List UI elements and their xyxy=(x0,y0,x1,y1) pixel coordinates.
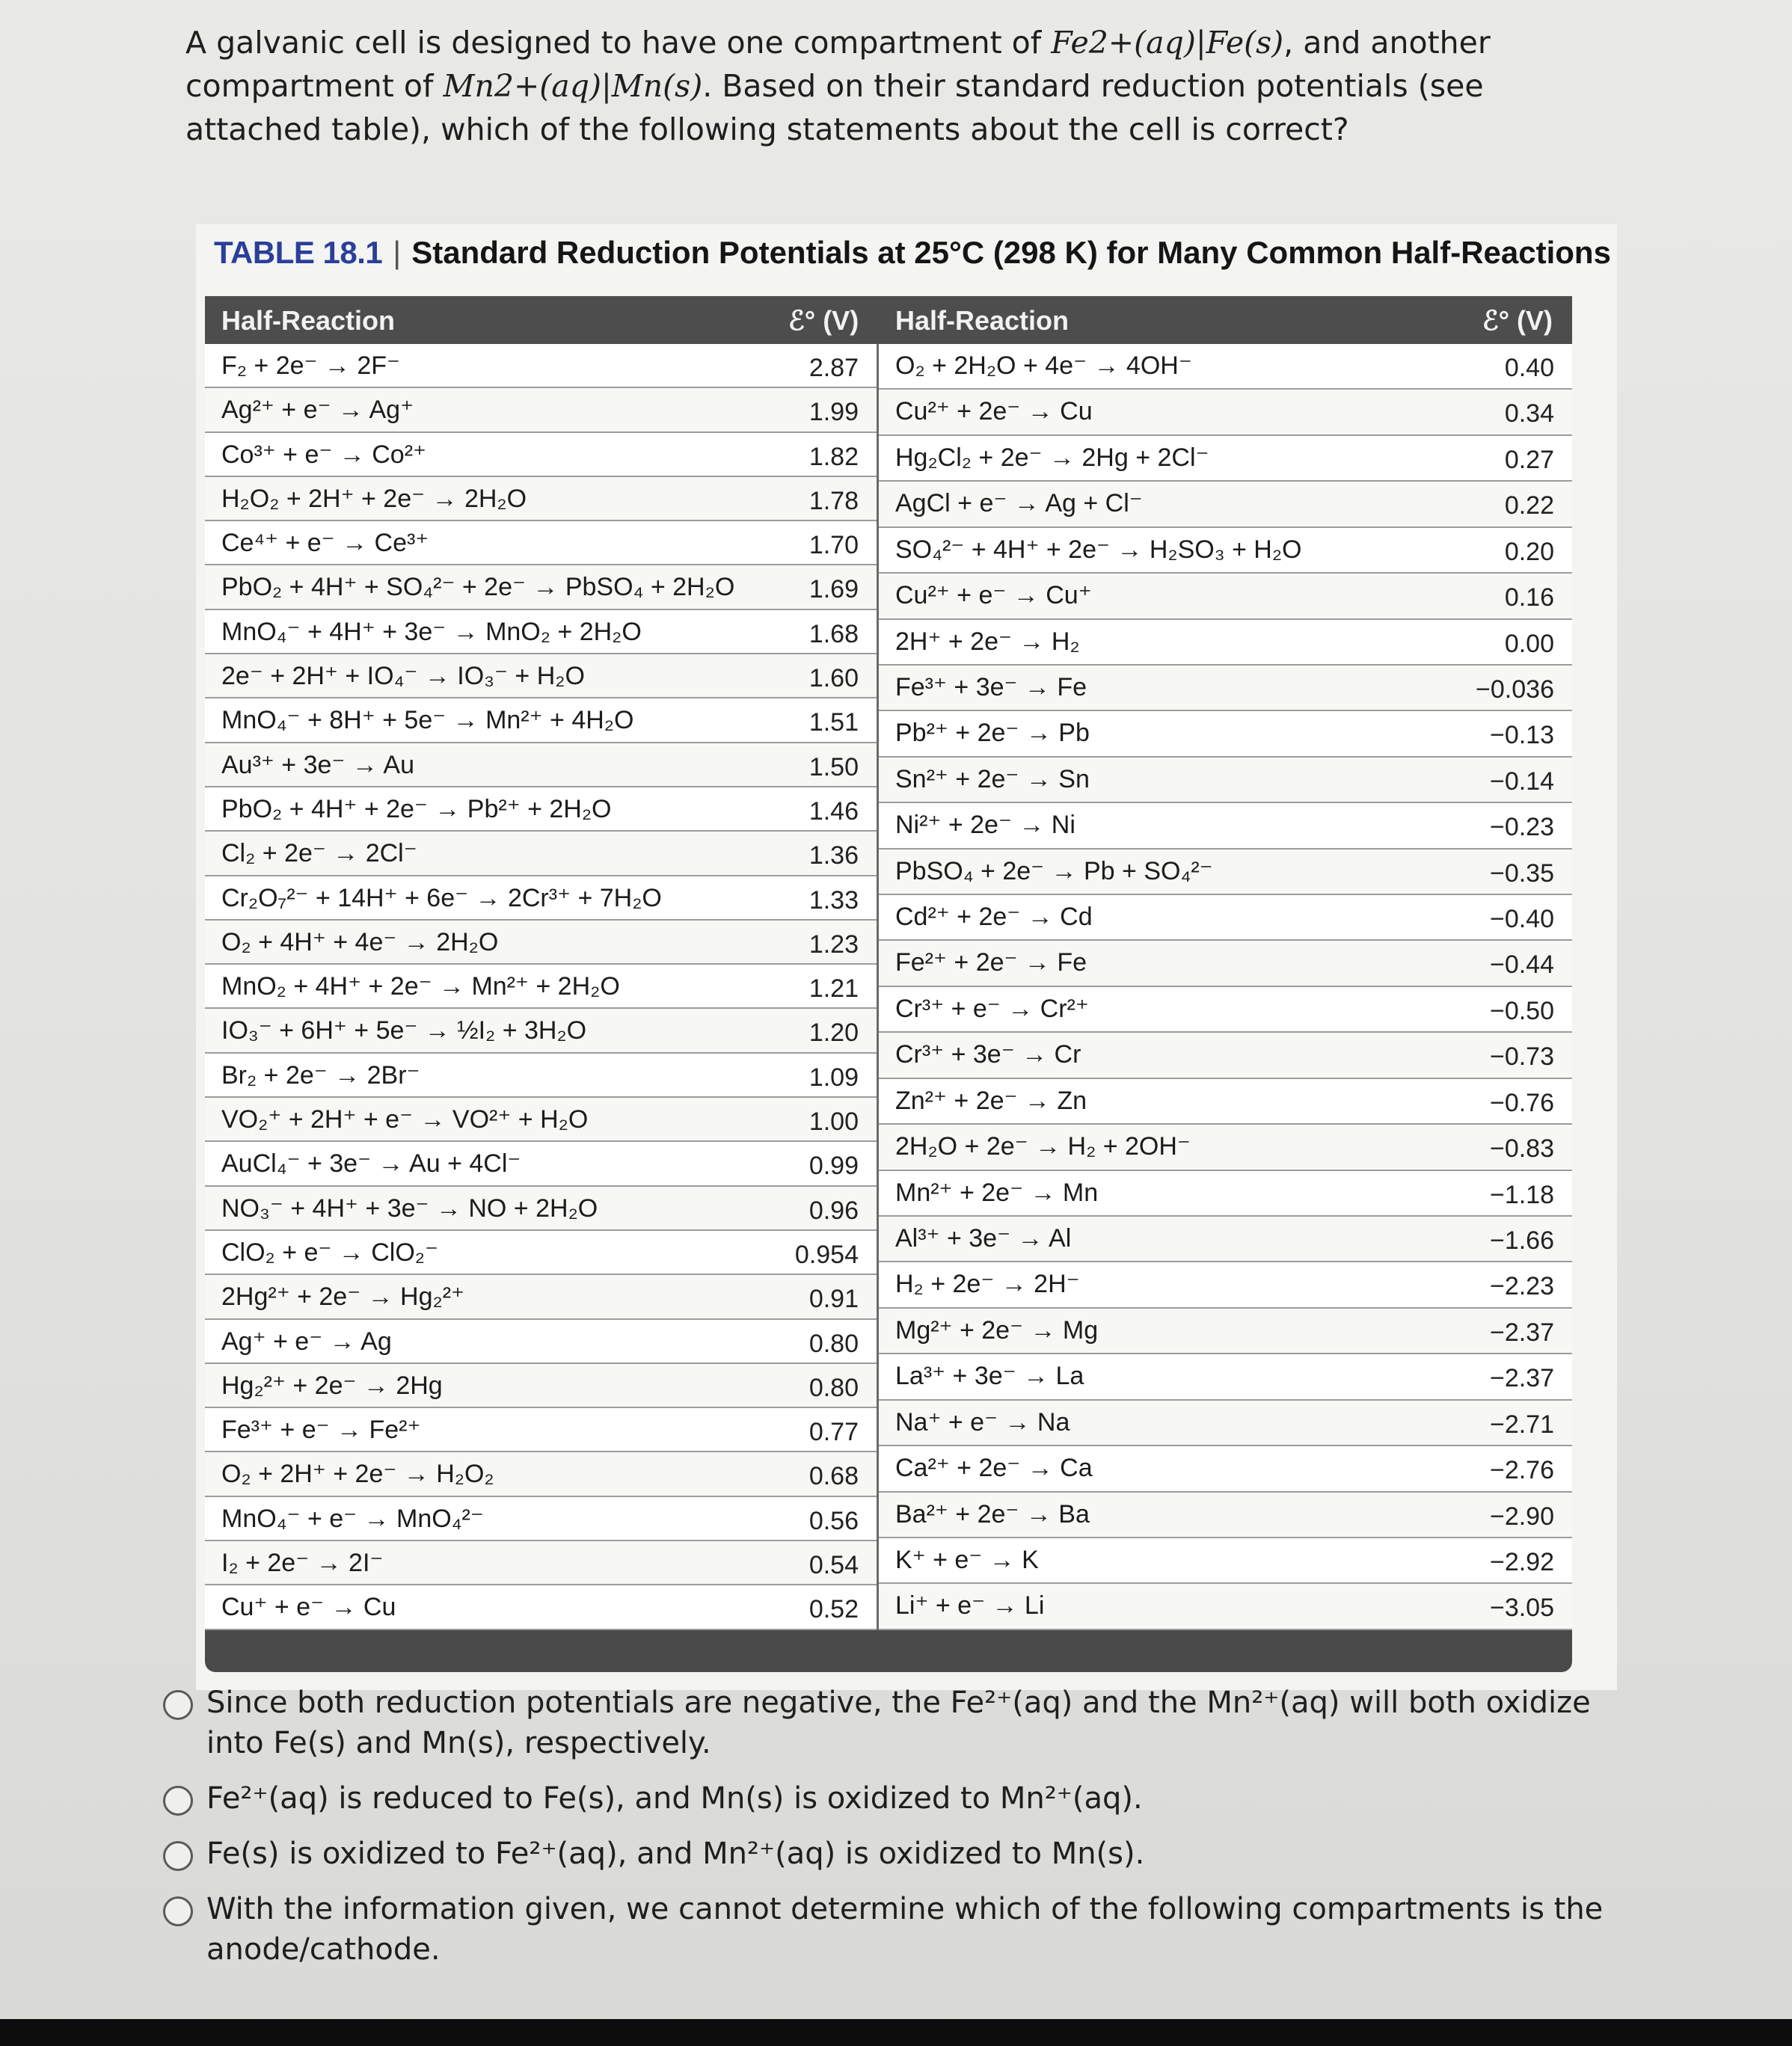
reduction-potential: 1.50 xyxy=(808,752,859,781)
reduction-potential: −1.18 xyxy=(1489,1180,1554,1209)
half-reaction: Zn²⁺ + 2e⁻ → Zn xyxy=(895,1086,1087,1115)
reduction-potential: 0.54 xyxy=(808,1551,859,1580)
half-reaction: Mn²⁺ + 2e⁻ → Mn xyxy=(895,1178,1099,1207)
half-reaction: Ag⁺ + e⁻ → Ag xyxy=(221,1327,392,1356)
reduction-potential: 2.87 xyxy=(808,354,859,382)
table-header xyxy=(205,296,1572,344)
reduction-potential: −1.66 xyxy=(1489,1226,1554,1256)
reduction-potential: −0.23 xyxy=(1489,813,1554,842)
half-reaction: Cu²⁺ + e⁻ → Cu⁺ xyxy=(895,581,1092,610)
half-cell-1: Fe2+(aq)|Fe(s) xyxy=(1051,25,1284,61)
table-footer-bar xyxy=(205,1630,1572,1672)
half-reaction: Cl₂ + 2e⁻ → 2Cl⁻ xyxy=(221,839,417,868)
reduction-potential: 1.70 xyxy=(808,531,859,560)
header-potential-right: ℰ° (V) xyxy=(1482,305,1553,336)
table-row xyxy=(879,436,1572,482)
reduction-potential: 1.68 xyxy=(808,619,859,648)
table-row xyxy=(205,521,877,565)
half-reaction: Li⁺ + e⁻ → Li xyxy=(895,1591,1045,1620)
half-reaction: 2e⁻ + 2H⁺ + IO₄⁻ → IO₃⁻ + H₂O xyxy=(221,662,585,691)
table-row xyxy=(205,1275,877,1319)
half-reaction: NO₃⁻ + 4H⁺ + 3e⁻ → NO + 2H₂O xyxy=(221,1194,598,1223)
half-reaction: Al³⁺ + 3e⁻ → Al xyxy=(895,1224,1072,1253)
reduction-potential: 0.91 xyxy=(808,1285,859,1314)
table-row xyxy=(205,698,877,743)
table-row xyxy=(879,528,1572,574)
table-row xyxy=(879,711,1572,757)
half-reaction: Ni²⁺ + 2e⁻ → Ni xyxy=(895,811,1075,840)
table-row xyxy=(205,565,877,609)
reduction-potential: −2.23 xyxy=(1489,1272,1554,1301)
half-reaction: Ce⁴⁺ + e⁻ → Ce³⁺ xyxy=(221,529,429,558)
table-row xyxy=(879,1401,1572,1446)
reduction-potential: −2.37 xyxy=(1489,1318,1554,1347)
table-row xyxy=(205,388,877,432)
half-reaction: O₂ + 2H₂O + 4e⁻ → 4OH⁻ xyxy=(895,351,1192,380)
reduction-potential: −2.90 xyxy=(1489,1502,1554,1531)
table-row xyxy=(205,965,877,1009)
half-reaction: PbO₂ + 4H⁺ + 2e⁻ → Pb²⁺ + 2H₂O xyxy=(221,794,612,823)
question-text xyxy=(185,21,1607,151)
table-row xyxy=(205,1142,877,1186)
table-row xyxy=(205,832,877,876)
table-row xyxy=(879,390,1572,435)
half-reaction: PbO₂ + 4H⁺ + SO₄²⁻ + 2e⁻ → PbSO₄ + 2H₂O xyxy=(221,573,735,602)
table-row xyxy=(205,1497,877,1541)
reduction-potential: −2.76 xyxy=(1489,1456,1554,1485)
half-reaction: Na⁺ + e⁻ → Na xyxy=(895,1407,1070,1437)
reduction-potential: 1.33 xyxy=(808,885,859,915)
half-reaction: O₂ + 4H⁺ + 4e⁻ → 2H₂O xyxy=(221,927,499,956)
table-row xyxy=(879,1538,1572,1584)
reduction-potential: 1.69 xyxy=(808,575,859,604)
table-row xyxy=(879,1262,1572,1308)
reduction-potential: −0.44 xyxy=(1489,950,1554,980)
half-reaction: O₂ + 2H⁺ + 2e⁻ → H₂O₂ xyxy=(221,1460,494,1489)
radio-button-icon[interactable] xyxy=(163,1841,193,1871)
half-reaction: AuCl₄⁻ + 3e⁻ → Au + 4Cl⁻ xyxy=(221,1149,521,1179)
table-row xyxy=(879,1125,1572,1170)
reduction-potential: 0.954 xyxy=(794,1240,859,1269)
option-text: With the information given, we cannot determine which of the following compartments is the anode/cathode. xyxy=(206,1892,1604,1967)
table-body xyxy=(205,296,1572,1672)
table-row xyxy=(879,1079,1572,1125)
right-column xyxy=(879,344,1572,1630)
reduction-potential: −0.40 xyxy=(1489,905,1554,934)
left-column xyxy=(205,344,879,1630)
half-reaction: AgCl + e⁻ → Ag + Cl⁻ xyxy=(895,489,1143,518)
table-row xyxy=(879,620,1572,666)
table-row xyxy=(879,895,1572,941)
half-reaction: H₂O₂ + 2H⁺ + 2e⁻ → 2H₂O xyxy=(221,484,527,513)
table-row xyxy=(205,1009,877,1053)
table-row xyxy=(879,1033,1572,1078)
reduction-potential: 1.51 xyxy=(808,708,859,737)
table-row xyxy=(879,574,1572,619)
table-row xyxy=(205,477,877,521)
table-row xyxy=(879,1584,1572,1629)
reduction-potential: 0.56 xyxy=(808,1506,859,1535)
half-reaction: Fe³⁺ + e⁻ → Fe²⁺ xyxy=(221,1416,421,1445)
half-reaction: Cd²⁺ + 2e⁻ → Cd xyxy=(895,903,1093,932)
reduction-potential: 0.80 xyxy=(808,1329,859,1358)
question-suffix: . Based on their standard reduction potentials (see attached table), which of the following statements about the cell is correct? xyxy=(185,68,1484,147)
option-text: Since both reduction potentials are negative, the Fe²⁺(aq) and the Mn²⁺(aq) will both oxidize into Fe(s) and Mn(s), respectively. xyxy=(206,1686,1591,1760)
half-reaction: MnO₂ + 4H⁺ + 2e⁻ → Mn²⁺ + 2H₂O xyxy=(221,972,620,1001)
half-reaction: 2H₂O + 2e⁻ → H₂ + 2OH⁻ xyxy=(895,1132,1191,1161)
half-reaction: 2H⁺ + 2e⁻ → H₂ xyxy=(895,627,1080,656)
table-row xyxy=(205,1231,877,1275)
table-row xyxy=(879,758,1572,803)
reduction-potential: 1.82 xyxy=(808,442,859,471)
reduction-potential-table xyxy=(196,224,1617,1690)
reduction-potential: 0.22 xyxy=(1504,491,1554,520)
half-reaction: Au³⁺ + 3e⁻ → Au xyxy=(221,750,414,779)
half-reaction: Cr₂O₇²⁻ + 14H⁺ + 6e⁻ → 2Cr³⁺ + 7H₂O xyxy=(221,883,662,912)
half-reaction: Cr³⁺ + 3e⁻ → Cr xyxy=(895,1040,1081,1069)
table-row xyxy=(879,1217,1572,1262)
half-reaction: H₂ + 2e⁻ → 2H⁻ xyxy=(895,1270,1080,1299)
reduction-potential: 0.40 xyxy=(1504,354,1554,382)
half-reaction: IO₃⁻ + 6H⁺ + 5e⁻ → ½I₂ + 3H₂O xyxy=(221,1016,587,1045)
reduction-potential: −2.37 xyxy=(1489,1364,1554,1393)
half-reaction: Fe²⁺ + 2e⁻ → Fe xyxy=(895,948,1087,977)
header-reaction-left: Half-Reaction xyxy=(221,305,396,336)
half-reaction: Hg₂²⁺ + 2e⁻ → 2Hg xyxy=(221,1371,443,1400)
reduction-potential: 1.46 xyxy=(808,796,859,826)
table-row xyxy=(205,921,877,965)
half-reaction: Cr³⁺ + e⁻ → Cr²⁺ xyxy=(895,994,1089,1023)
photo-edge xyxy=(0,2019,1792,2046)
table-row xyxy=(205,1408,877,1452)
reduction-potential: 1.21 xyxy=(808,974,859,1004)
half-cell-2: Mn2+(aq)|Mn(s) xyxy=(443,68,703,104)
reduction-potential: 0.34 xyxy=(1504,399,1554,428)
reduction-potential: 0.00 xyxy=(1504,629,1554,658)
table-row xyxy=(879,1171,1572,1217)
reduction-potential: 0.96 xyxy=(808,1196,859,1225)
answer-option-4[interactable] xyxy=(150,1889,1645,1970)
table-row xyxy=(879,1446,1572,1492)
table-row xyxy=(879,850,1572,895)
half-reaction: K⁺ + e⁻ → K xyxy=(895,1545,1039,1574)
table-row xyxy=(205,344,877,388)
table-row xyxy=(205,743,877,787)
reduction-potential: 0.68 xyxy=(808,1462,859,1491)
table-row xyxy=(205,610,877,654)
half-reaction: PbSO₄ + 2e⁻ → Pb + SO₄²⁻ xyxy=(895,856,1213,885)
half-reaction: 2Hg²⁺ + 2e⁻ → Hg₂²⁺ xyxy=(221,1282,464,1312)
table-row xyxy=(205,1452,877,1496)
reduction-potential: −0.73 xyxy=(1489,1042,1554,1072)
answer-option-3[interactable] xyxy=(150,1834,1645,1874)
half-reaction: Cu⁺ + e⁻ → Cu xyxy=(221,1593,396,1622)
radio-button-icon[interactable] xyxy=(163,1786,193,1816)
table-row xyxy=(879,987,1572,1033)
reduction-potential: −2.71 xyxy=(1489,1410,1554,1439)
table-row xyxy=(205,1541,877,1585)
option-text: Fe²⁺(aq) is reduced to Fe(s), and Mn(s) is oxidized to Mn²⁺(aq). xyxy=(206,1781,1143,1816)
reduction-potential: 1.09 xyxy=(808,1063,859,1092)
reduction-potential: 1.78 xyxy=(808,486,859,515)
answer-option-1[interactable] xyxy=(150,1683,1645,1763)
header-reaction-right: Half-Reaction xyxy=(895,305,1070,336)
half-reaction: MnO₄⁻ + 4H⁺ + 3e⁻ → MnO₂ + 2H₂O xyxy=(221,617,642,646)
half-reaction: Pb²⁺ + 2e⁻ → Pb xyxy=(895,719,1090,748)
half-reaction: SO₄²⁻ + 4H⁺ + 2e⁻ → H₂SO₃ + H₂O xyxy=(895,535,1302,564)
reduction-potential: −2.92 xyxy=(1489,1547,1554,1576)
table-row xyxy=(879,941,1572,986)
reduction-potential: 1.20 xyxy=(808,1019,859,1048)
question-middle: , and another compartment of xyxy=(185,25,1491,104)
reduction-potential: 0.27 xyxy=(1504,445,1554,474)
table-row xyxy=(205,1364,877,1408)
answer-option-2[interactable] xyxy=(150,1778,1645,1819)
table-row xyxy=(879,482,1572,527)
reduction-potential: 0.20 xyxy=(1504,537,1554,566)
half-reaction: Mg²⁺ + 2e⁻ → Mg xyxy=(895,1315,1099,1345)
half-reaction: Sn²⁺ + 2e⁻ → Sn xyxy=(895,764,1090,793)
answer-options xyxy=(150,1683,1645,1985)
radio-button-icon[interactable] xyxy=(163,1896,193,1926)
half-reaction: MnO₄⁻ + e⁻ → MnO₄²⁻ xyxy=(221,1504,484,1533)
table-row xyxy=(205,1054,877,1098)
half-reaction: Cu²⁺ + 2e⁻ → Cu xyxy=(895,397,1093,426)
half-reaction: I₂ + 2e⁻ → 2I⁻ xyxy=(221,1549,384,1578)
table-row xyxy=(879,666,1572,711)
half-reaction: Fe³⁺ + 3e⁻ → Fe xyxy=(895,672,1087,701)
half-reaction: Ag²⁺ + e⁻ → Ag⁺ xyxy=(221,396,414,425)
table-row xyxy=(879,803,1572,849)
radio-button-icon[interactable] xyxy=(163,1690,193,1720)
table-row xyxy=(879,1309,1572,1354)
reduction-potential: 0.99 xyxy=(808,1152,859,1181)
half-reaction: La³⁺ + 3e⁻ → La xyxy=(895,1362,1084,1391)
reduction-potential: −0.35 xyxy=(1489,858,1554,888)
reduction-potential: −0.76 xyxy=(1489,1088,1554,1117)
title-divider: | xyxy=(393,235,402,270)
table-row xyxy=(879,1354,1572,1400)
table-row xyxy=(879,1493,1572,1538)
table-row xyxy=(879,344,1572,390)
half-reaction: MnO₄⁻ + 8H⁺ + 5e⁻ → Mn²⁺ + 4H₂O xyxy=(221,706,634,735)
half-reaction: Co³⁺ + e⁻ → Co²⁺ xyxy=(221,440,426,469)
reduction-potential: 1.00 xyxy=(808,1108,859,1137)
header-potential-left: ℰ° (V) xyxy=(788,305,859,336)
reduction-potential: 1.99 xyxy=(808,398,859,427)
reduction-potential: 1.36 xyxy=(808,841,859,870)
table-row xyxy=(205,654,877,698)
reduction-potential: 0.77 xyxy=(808,1418,859,1447)
table-label: TABLE 18.1 xyxy=(214,235,383,270)
reduction-potential: −3.05 xyxy=(1489,1594,1554,1623)
table-row xyxy=(205,1320,877,1364)
half-reaction: ClO₂ + e⁻ → ClO₂⁻ xyxy=(221,1238,438,1267)
table-row xyxy=(205,876,877,921)
table-row xyxy=(205,787,877,832)
reduction-potential: 0.80 xyxy=(808,1373,859,1402)
reduction-potential: 1.23 xyxy=(808,930,859,959)
reduction-potential: 0.52 xyxy=(808,1595,859,1624)
reduction-potential: 0.16 xyxy=(1504,583,1554,612)
table-caption: Standard Reduction Potentials at 25°C (298 K) for Many Common Half-Reactions xyxy=(411,235,1611,270)
option-text: Fe(s) is oxidized to Fe²⁺(aq), and Mn²⁺(aq) is oxidized to Mn(s). xyxy=(206,1837,1145,1871)
table-title xyxy=(214,235,1611,271)
half-reaction: F₂ + 2e⁻ → 2F⁻ xyxy=(221,351,400,380)
half-reaction: Ba²⁺ + 2e⁻ → Ba xyxy=(895,1499,1090,1529)
reduction-potential: 1.60 xyxy=(808,664,859,693)
reduction-potential: −0.14 xyxy=(1489,767,1554,796)
reduction-potential: −0.036 xyxy=(1476,675,1554,704)
half-reaction: Hg₂Cl₂ + 2e⁻ → 2Hg + 2Cl⁻ xyxy=(895,443,1209,472)
half-reaction: VO₂⁺ + 2H⁺ + e⁻ → VO²⁺ + H₂O xyxy=(221,1105,589,1134)
reduction-potential: −0.83 xyxy=(1489,1134,1554,1164)
half-reaction: Br₂ + 2e⁻ → 2Br⁻ xyxy=(221,1060,420,1090)
table-row xyxy=(205,1098,877,1142)
table-row xyxy=(205,1585,877,1629)
table-row xyxy=(205,1187,877,1231)
reduction-potential: −0.50 xyxy=(1489,996,1554,1025)
table-row xyxy=(205,433,877,477)
half-reaction: Ca²⁺ + 2e⁻ → Ca xyxy=(895,1454,1093,1483)
reduction-potential: −0.13 xyxy=(1489,721,1554,750)
question-prefix: A galvanic cell is designed to have one compartment of xyxy=(185,25,1052,61)
